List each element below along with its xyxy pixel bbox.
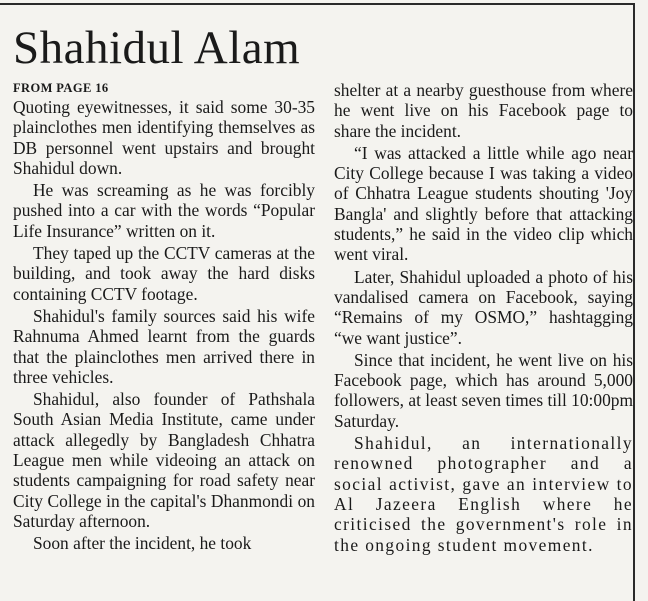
paragraph — [13, 80, 315, 178]
paragraph: Shahidul's family sources said his wife Rahnuma Ahmed learnt from the guards that the plainclothes men arrived there in three vehicles. — [13, 305, 315, 387]
paragraph: Soon after the incident, he took — [33, 533, 252, 554]
article-column-left — [13, 80, 315, 554]
headline: Shahidul Alam — [13, 22, 301, 74]
paragraph: Shahidul, an internationally renowned photographer and a social activist, gave an interview to Al Jazeera English where he criticised the government's role in the ongoing student movement. — [334, 433, 633, 555]
paragraph: Later, Shahidul uploaded a photo of his vandalised camera on Facebook, saying “Remains of my OSMO,” hashtagging “we want justice”. — [334, 266, 633, 348]
paragraph-text: Quoting eyewitnesses, it said some 30-35 plainclothes men identifying themselves as DB personnel went upstairs and brought Shahidul down. — [13, 97, 315, 178]
jump-label: FROM PAGE 16 — [13, 81, 109, 95]
paragraph: Shahidul, also founder of Pathshala South Asian Media Institute, came under attack allegedly by Bangladesh Chhatra League men while videoing an attack on students campaigning for road safety near City College in the capital's Dhanmondi on Saturday afternoon. — [13, 389, 315, 531]
paragraph: shelter at a nearby guesthouse from where he went live on his Facebook page to share the incident. — [334, 80, 633, 141]
column-rule-right — [633, 3, 635, 601]
paragraph: Since that incident, he went live on his Facebook page, which has around 5,000 followers, at least seven times till 10:00pm Saturday. — [334, 349, 633, 431]
top-rule — [0, 3, 634, 5]
article-column-right — [334, 80, 633, 555]
paragraph: They taped up the CCTV cameras at the building, and took away the hard disks containing CCTV footage. — [13, 243, 315, 304]
paragraph: He was screaming as he was forcibly pushed into a car with the words “Popular Life Insurance” written on it. — [13, 180, 315, 241]
paragraph: “I was attacked a little while ago near City College because I was taking a video of Chhatra League students shouting 'Joy Bangla' and slightly before that attacking students,” he said in the video clip which went viral. — [334, 142, 633, 265]
